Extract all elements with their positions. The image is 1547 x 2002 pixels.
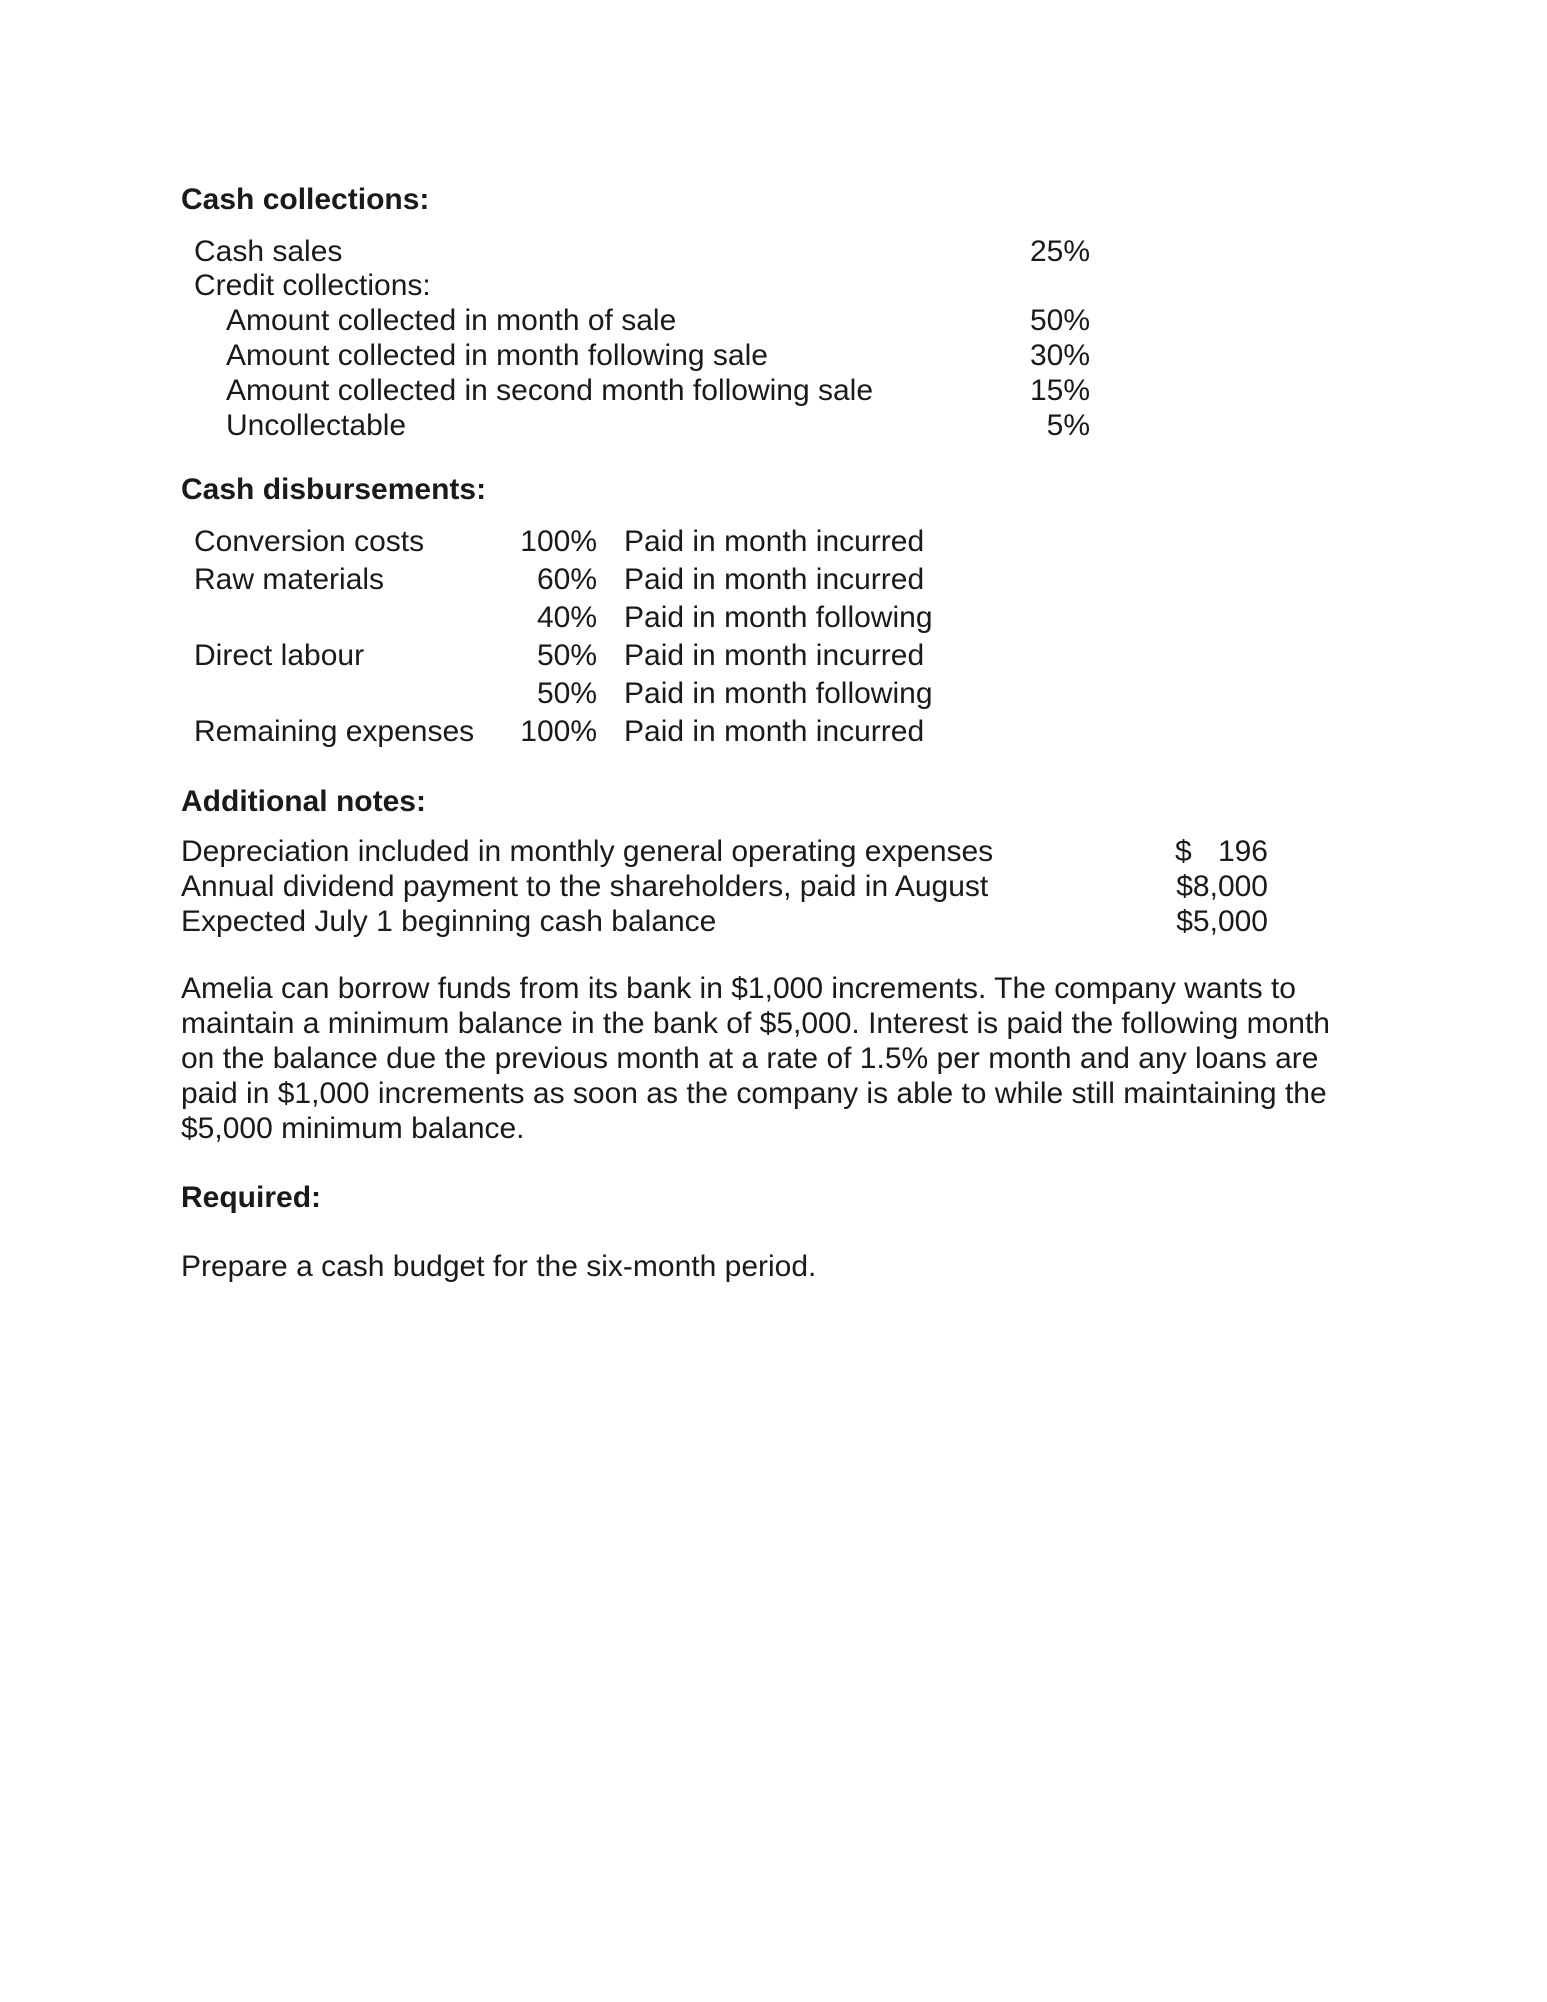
note-row [0,834,1547,869]
disbursement-timing: Paid in month incurred [624,715,925,748]
borrowing-paragraph [181,971,1371,1146]
paragraph-line: Amelia can borrow funds from its bank in $1,000 increments. The company wants to [181,972,1296,1005]
paragraph-line: on the balance due the previous month at a rate of 1.5% per month and any loans are [181,1042,1319,1075]
disbursement-category: Remaining expenses [194,715,475,748]
note-label: Expected July 1 beginning cash balance [181,905,717,938]
credit-collection-value: 50% [1029,304,1090,337]
cash-sales-label: Cash sales [194,235,343,268]
credit-collection-label: Amount collected in second month following sale [226,374,874,407]
credit-collections-label: Credit collections: [194,269,431,302]
credit-collection-value: 30% [1029,339,1090,372]
note-amount: $5,000 [1176,905,1268,938]
disbursement-timing: Paid in month incurred [624,563,925,596]
cash-sales-row [0,234,1547,269]
note-label: Depreciation included in monthly general operating expenses [181,835,994,868]
disbursement-row [0,638,1547,673]
credit-collection-row [0,338,1547,373]
disbursement-row [0,714,1547,749]
disbursement-percent: 100% [520,715,597,748]
cash-disbursements-heading: Cash disbursements: [181,473,487,506]
credit-collection-row [0,303,1547,338]
note-row [0,904,1547,939]
paragraph-line: paid in $1,000 increments as soon as the company is able to while still maintaining the [181,1077,1327,1110]
credit-collection-value: 5% [1046,409,1090,442]
additional-notes-heading: Additional notes: [181,785,426,818]
disbursement-category: Direct labour [194,639,365,672]
credit-collection-value: 15% [1029,374,1090,407]
disbursement-timing: Paid in month following [624,601,933,634]
note-currency: $ [1175,835,1192,868]
disbursement-row [0,524,1547,559]
note-amount: $8,000 [1176,870,1268,903]
required-text: Prepare a cash budget for the six-month period. [181,1250,817,1283]
paragraph-line: maintain a minimum balance in the bank of $5,000. Interest is paid the following month [181,1007,1330,1040]
disbursement-percent: 50% [536,639,597,672]
disbursement-percent: 60% [536,563,597,596]
disbursement-timing: Paid in month incurred [624,525,925,558]
disbursement-percent: 40% [536,601,597,634]
disbursement-percent: 100% [520,525,597,558]
disbursement-row [0,676,1547,711]
disbursement-category: Conversion costs [194,525,425,558]
required-text-row [0,1249,1547,1284]
disbursement-row [0,600,1547,635]
note-row [0,869,1547,904]
disbursement-timing: Paid in month incurred [624,639,925,672]
cash-collections-heading: Cash collections: [181,183,430,216]
cash-sales-value: 25% [1029,235,1090,268]
credit-collection-label: Uncollectable [226,409,407,442]
credit-collection-row [0,408,1547,443]
disbursement-category: Raw materials [194,563,385,596]
disbursement-percent: 50% [536,677,597,710]
disbursement-row [0,562,1547,597]
note-label: Annual dividend payment to the shareholders, paid in August [181,870,989,903]
disbursement-timing: Paid in month following [624,677,933,710]
credit-collection-label: Amount collected in month following sale [226,339,768,372]
paragraph-line: $5,000 minimum balance. [181,1112,525,1145]
credit-collections-label-row [0,268,1547,303]
credit-collection-row [0,373,1547,408]
credit-collection-label: Amount collected in month of sale [226,304,677,337]
note-amount: 196 [1217,835,1268,868]
required-heading: Required: [181,1181,322,1214]
